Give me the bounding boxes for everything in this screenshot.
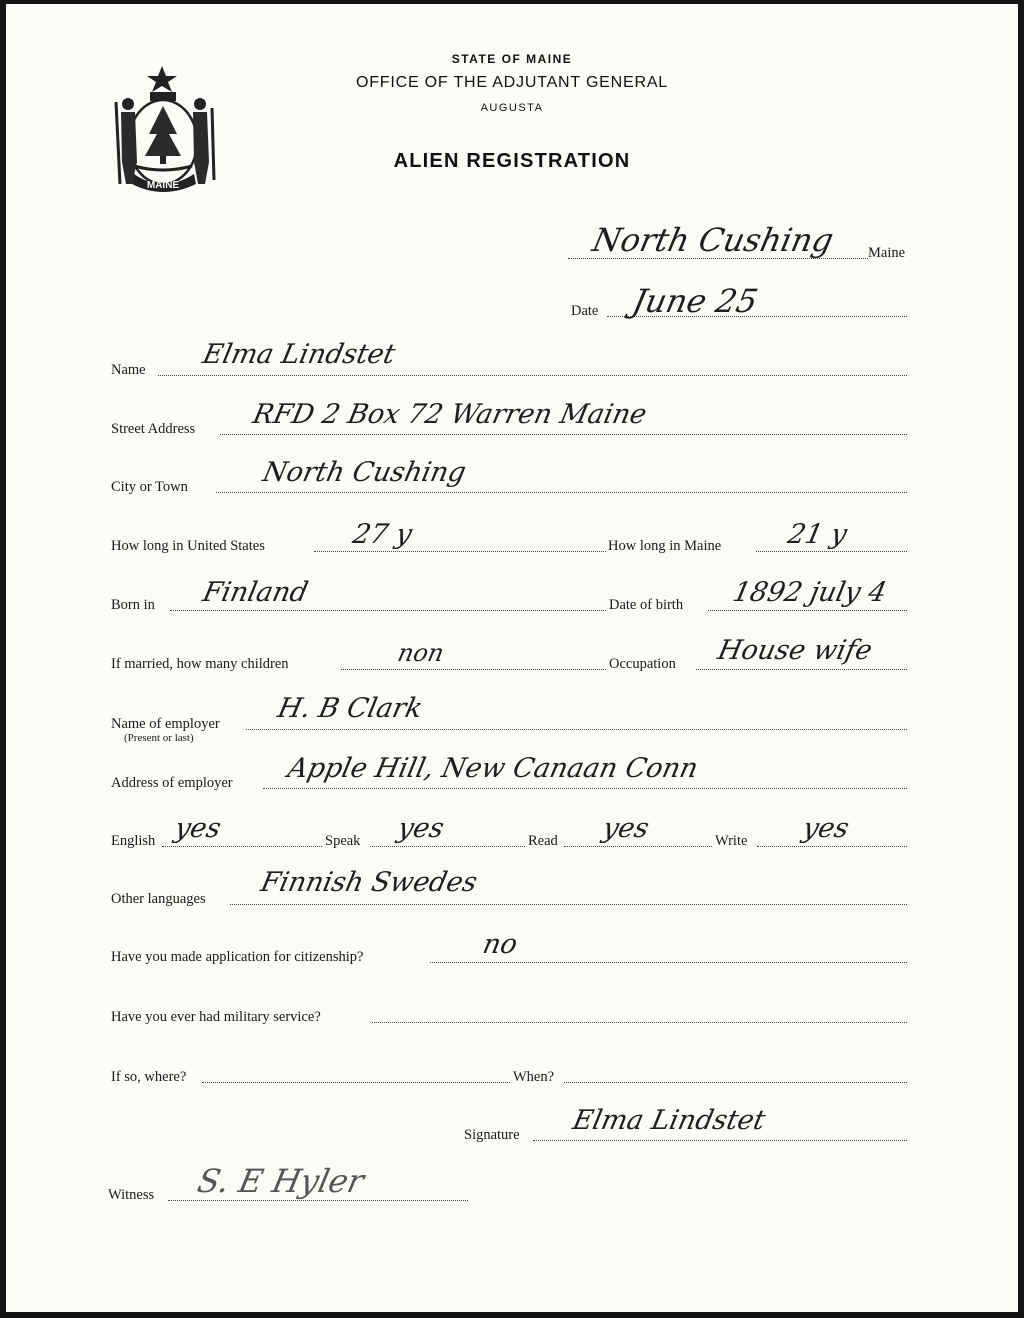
how-long-maine-line (756, 551, 907, 552)
name-entry: Elma Lindstet (200, 339, 398, 370)
dob-line (708, 610, 907, 611)
how-long-us-label: How long in United States (111, 538, 265, 554)
city-heading: AUGUSTA (480, 102, 544, 114)
employer-address-entry: Apple Hill, New Canaan Conn (285, 753, 701, 784)
date-label: Date (571, 303, 599, 319)
born-in-entry: Finland (200, 577, 311, 608)
how-long-maine-label: How long in Maine (608, 538, 722, 554)
city-line (216, 492, 907, 493)
write-line (757, 846, 907, 847)
other-languages-line (230, 904, 907, 905)
write-entry: yes (800, 813, 852, 844)
employer-note: (Present or last) (124, 732, 194, 744)
when-label: When? (513, 1069, 555, 1085)
citizenship-label: Have you made application for citizenship? (111, 949, 364, 965)
how-long-us-line (314, 551, 606, 552)
english-label: English (111, 833, 156, 849)
occupation-label: Occupation (609, 656, 676, 672)
witness-label: Witness (108, 1187, 155, 1203)
born-in-label: Born in (111, 597, 155, 613)
dob-entry: 1892 july 4 (730, 577, 890, 608)
state-seal-icon (112, 62, 220, 192)
speak-entry: yes (395, 813, 447, 844)
where-line (202, 1082, 510, 1083)
witness-entry: S. E Hyler (194, 1162, 368, 1200)
when-line (564, 1082, 907, 1083)
employer-address-label: Address of employer (111, 775, 233, 791)
read-label: Read (528, 833, 558, 849)
speak-label: Speak (325, 833, 361, 849)
children-entry: non (395, 639, 447, 667)
citizenship-line (430, 962, 907, 963)
read-line (564, 846, 712, 847)
children-line (341, 669, 606, 670)
maine-label: Maine (868, 245, 906, 261)
military-line (372, 1022, 907, 1023)
signature-line (533, 1140, 907, 1141)
name-label: Name (111, 362, 146, 378)
born-in-line (170, 610, 606, 611)
english-line (162, 846, 322, 847)
employer-name-line (246, 729, 907, 730)
date-entry: June 25 (629, 282, 762, 320)
seal-banner-text: MAINE (146, 180, 180, 191)
write-label: Write (715, 833, 748, 849)
street-entry: RFD 2 Box 72 Warren Maine (250, 399, 650, 430)
english-entry: yes (172, 813, 224, 844)
street-line (220, 434, 907, 435)
employer-name-entry: H. B Clark (275, 693, 426, 724)
state-heading: STATE OF MAINE (451, 52, 573, 66)
office-heading: OFFICE OF THE ADJUTANT GENERAL (355, 74, 669, 91)
signature-entry: Elma Lindstet (570, 1105, 768, 1136)
occupation-entry: House wife (715, 635, 875, 666)
city-entry: North Cushing (260, 457, 469, 488)
speak-line (370, 846, 525, 847)
dob-label: Date of birth (609, 597, 684, 613)
employer-name-label: Name of employer (111, 716, 220, 732)
other-languages-entry: Finnish Swedes (258, 867, 480, 898)
occupation-line (696, 669, 907, 670)
other-languages-label: Other languages (111, 891, 206, 907)
city-label: City or Town (111, 479, 188, 495)
citizenship-entry: no (480, 929, 521, 960)
place-entry: North Cushing (589, 221, 837, 259)
witness-line (168, 1200, 468, 1201)
how-long-us-entry: 27 y (350, 519, 415, 550)
where-label: If so, where? (111, 1069, 187, 1085)
street-label: Street Address (111, 421, 196, 437)
read-entry: yes (600, 813, 652, 844)
signature-label: Signature (464, 1127, 520, 1143)
employer-address-line (263, 788, 907, 789)
name-line (158, 375, 907, 376)
form-title: ALIEN REGISTRATION (393, 150, 631, 172)
military-label: Have you ever had military service? (111, 1009, 321, 1025)
children-label: If married, how many children (111, 656, 289, 672)
how-long-maine-entry: 21 y (785, 519, 850, 550)
